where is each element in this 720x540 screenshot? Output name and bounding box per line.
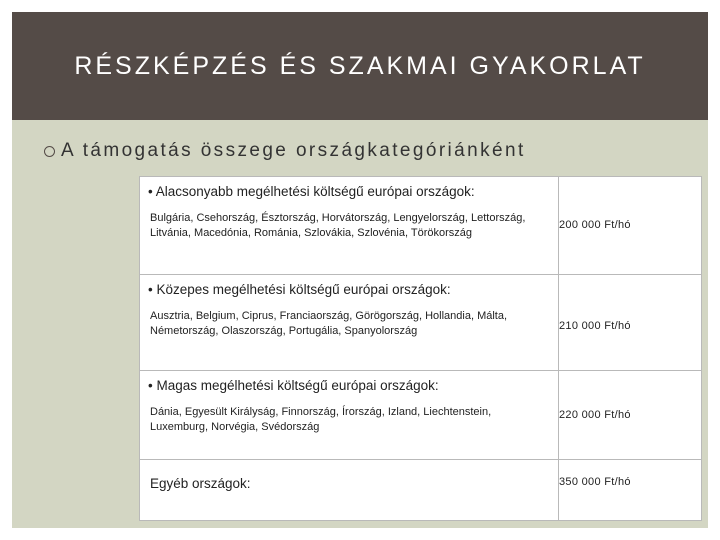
table-row	[140, 371, 702, 460]
bullet-text: A támogatás összege országkategóriánként	[61, 140, 526, 161]
category-title: • Közepes megélhetési költségű európai országok:	[148, 282, 451, 297]
amount-cell: 220 000 Ft/hó	[559, 371, 702, 460]
amount-cell: 350 000 Ft/hó	[559, 460, 702, 521]
slide-title: RÉSZKÉPZÉS ÉS SZAKMAI GYAKORLAT	[74, 51, 646, 80]
support-amount-table	[139, 176, 702, 521]
country-list: Dánia, Egyesült Királyság, Finnország, Írország, Izland, Liechtenstein, Luxemburg, Norvégia, Svédország	[150, 406, 492, 433]
category-cell	[140, 177, 559, 275]
category-cell	[140, 371, 559, 460]
bullet-point	[44, 140, 526, 162]
country-list: Bulgária, Csehország, Észtország, Horvátország, Lengyelország, Lettország, Litvánia, Macedónia, Románia, Szlovákia, Szlovénia, Törökország	[150, 212, 526, 239]
table-row	[140, 177, 702, 275]
category-title: • Alacsonyabb megélhetési költségű európai országok:	[148, 184, 475, 199]
category-cell	[140, 460, 559, 521]
category-title: Egyéb országok:	[150, 476, 251, 491]
bullet-circle-icon	[44, 146, 55, 157]
table-row	[140, 460, 702, 521]
category-title: • Magas megélhetési költségű európai országok:	[148, 378, 439, 393]
category-cell	[140, 275, 559, 371]
amount-cell: 200 000 Ft/hó	[559, 177, 702, 275]
table-row	[140, 275, 702, 371]
amount-cell: 210 000 Ft/hó	[559, 275, 702, 371]
country-list: Ausztria, Belgium, Ciprus, Franciaország, Görögország, Hollandia, Málta, Németország, Olaszország, Portugália, Spanyolország	[150, 310, 508, 337]
title-bar	[12, 12, 708, 120]
